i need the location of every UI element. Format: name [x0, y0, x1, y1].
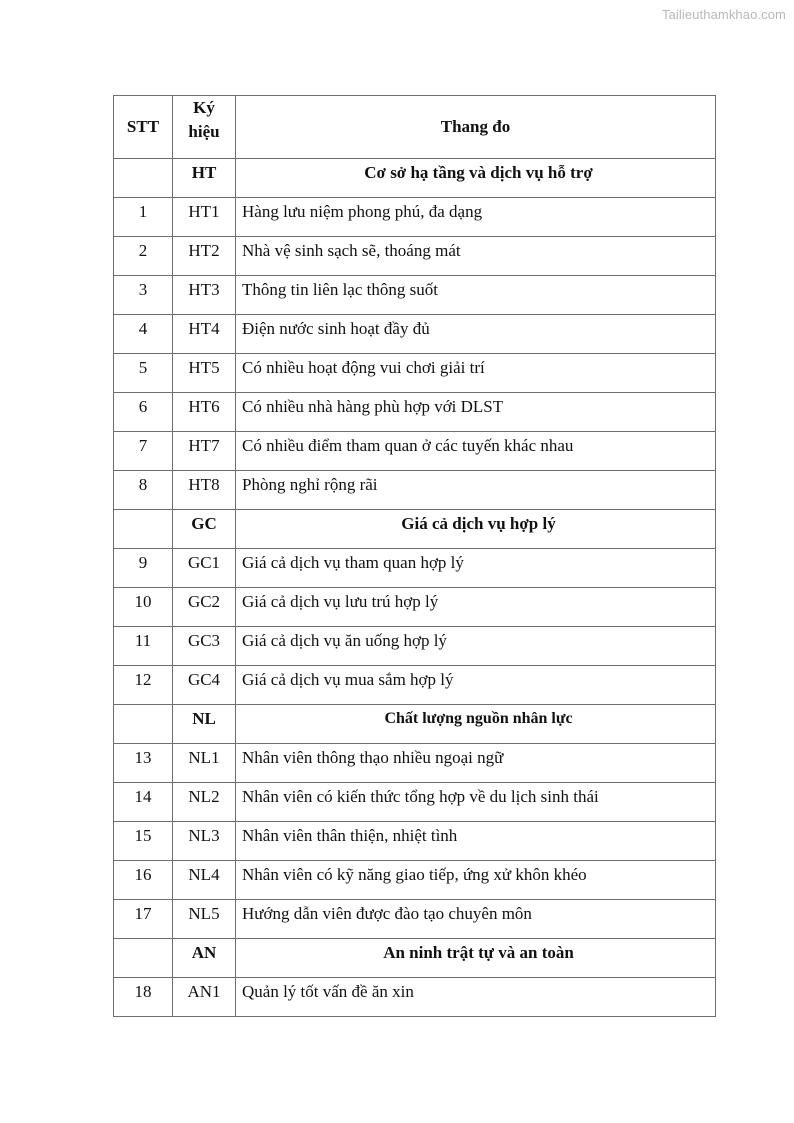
stt-cell-text: 1 [138, 202, 148, 221]
code-cell [173, 666, 236, 705]
stt-cell-text [114, 510, 172, 512]
description-cell-text: Chất lượng nguồn nhân lực [384, 710, 573, 727]
code-cell [173, 900, 236, 939]
description-cell-text: Cơ sở hạ tầng và dịch vụ hỗ trợ [364, 163, 593, 182]
stt-cell-text: 14 [134, 787, 152, 806]
table-row [114, 237, 716, 276]
stt-cell [114, 939, 173, 978]
description-cell [236, 861, 716, 900]
code-cell-text: HT2 [188, 241, 220, 260]
description-cell-text: Thông tin liên lạc thông suốt [242, 280, 438, 299]
code-cell [173, 510, 236, 549]
description-cell-text: Hàng lưu niệm phong phú, đa dạng [242, 202, 483, 221]
code-cell-text: NL [192, 709, 216, 728]
description-cell [236, 549, 716, 588]
code-cell-text: HT6 [188, 397, 220, 416]
code-cell-text: GC [191, 514, 217, 533]
code-cell [173, 822, 236, 861]
code-cell [173, 939, 236, 978]
description-cell-text: Giá cả dịch vụ tham quan hợp lý [242, 553, 464, 572]
header-scale: Thang đo [236, 96, 716, 159]
code-cell [173, 471, 236, 510]
code-cell-text: NL1 [188, 748, 220, 767]
code-cell [173, 159, 236, 198]
table-row [114, 588, 716, 627]
group-header-row [114, 159, 716, 198]
stt-cell-text: 4 [138, 319, 148, 338]
header-code [173, 96, 236, 159]
description-cell-text: Nhân viên thân thiện, nhiệt tình [242, 826, 458, 845]
description-cell [236, 900, 716, 939]
description-cell [236, 822, 716, 861]
table-row [114, 276, 716, 315]
stt-cell-text: 15 [134, 826, 152, 845]
stt-cell [114, 978, 173, 1017]
description-cell [236, 588, 716, 627]
stt-cell [114, 705, 173, 744]
description-cell-text: Có nhiều nhà hàng phù hợp với DLST [242, 397, 504, 416]
description-cell [236, 159, 716, 198]
description-cell [236, 237, 716, 276]
code-cell-text: HT8 [188, 475, 220, 494]
description-cell-text: Nhân viên có kỹ năng giao tiếp, ứng xử khôn khéo [242, 865, 587, 884]
code-cell-text: AN1 [187, 982, 221, 1001]
description-cell-text: Giá cả dịch vụ hợp lý [401, 514, 556, 533]
code-cell-text: GC1 [187, 553, 221, 572]
code-cell [173, 315, 236, 354]
code-cell [173, 861, 236, 900]
description-cell-text: Nhân viên thông thạo nhiều ngoại ngữ [242, 748, 504, 767]
stt-cell-text [114, 705, 172, 707]
stt-cell [114, 354, 173, 393]
group-header-row [114, 510, 716, 549]
table-row [114, 861, 716, 900]
stt-cell [114, 510, 173, 549]
code-cell [173, 783, 236, 822]
description-cell [236, 198, 716, 237]
code-cell [173, 237, 236, 276]
stt-cell-text: 2 [138, 241, 148, 260]
stt-cell-text: 16 [134, 865, 152, 884]
code-cell [173, 276, 236, 315]
description-cell [236, 471, 716, 510]
stt-cell [114, 666, 173, 705]
stt-cell-text: 18 [134, 982, 152, 1001]
table-row [114, 978, 716, 1017]
code-cell-text: GC2 [187, 592, 221, 611]
description-cell [236, 276, 716, 315]
stt-cell-text: 6 [138, 397, 148, 416]
stt-cell-text: 10 [134, 592, 152, 611]
group-header-row [114, 939, 716, 978]
description-cell [236, 627, 716, 666]
stt-cell [114, 783, 173, 822]
code-cell [173, 549, 236, 588]
stt-cell [114, 198, 173, 237]
stt-cell-text: 9 [138, 553, 148, 572]
stt-cell-text [114, 159, 172, 161]
description-cell-text: Có nhiều điểm tham quan ở các tuyến khác nhau [242, 436, 574, 455]
table-row [114, 822, 716, 861]
code-cell-text: HT4 [188, 319, 220, 338]
table-row [114, 393, 716, 432]
description-cell [236, 939, 716, 978]
code-cell [173, 588, 236, 627]
code-cell-text: NL5 [188, 904, 220, 923]
stt-cell [114, 822, 173, 861]
description-cell-text: Quản lý tốt vấn đề ăn xin [242, 982, 414, 1001]
stt-cell-text: 5 [138, 358, 148, 377]
table-header-row [114, 96, 716, 159]
stt-cell [114, 627, 173, 666]
description-cell [236, 354, 716, 393]
code-cell [173, 744, 236, 783]
stt-cell [114, 159, 173, 198]
stt-cell-text: 13 [134, 748, 152, 767]
description-cell [236, 783, 716, 822]
stt-cell [114, 471, 173, 510]
header-stt: STT [114, 96, 173, 159]
code-cell [173, 627, 236, 666]
description-cell [236, 510, 716, 549]
stt-cell [114, 276, 173, 315]
code-cell-text: HT [191, 163, 217, 182]
code-cell [173, 393, 236, 432]
code-cell [173, 432, 236, 471]
table-row [114, 198, 716, 237]
description-cell [236, 666, 716, 705]
table-row [114, 627, 716, 666]
code-cell [173, 978, 236, 1017]
description-cell [236, 315, 716, 354]
stt-cell-text: 17 [134, 904, 152, 923]
description-cell-text: Giá cả dịch vụ ăn uống hợp lý [242, 631, 447, 650]
code-cell-text: NL4 [188, 865, 220, 884]
code-cell-text: HT3 [188, 280, 220, 299]
header-code-line2: hiệu [188, 122, 220, 141]
description-cell-text: Giá cả dịch vụ mua sắm hợp lý [242, 670, 454, 689]
stt-cell [114, 588, 173, 627]
description-cell-text: Nhà vệ sinh sạch sẽ, thoáng mát [242, 241, 461, 260]
watermark: Tailieuthamkhao.com [661, 7, 786, 22]
table-row [114, 471, 716, 510]
stt-cell [114, 861, 173, 900]
code-cell-text: HT7 [188, 436, 220, 455]
stt-cell-text: 11 [134, 631, 152, 650]
code-cell-text: NL2 [188, 787, 220, 806]
table-body [114, 159, 716, 1017]
description-cell-text: Giá cả dịch vụ lưu trú hợp lý [242, 592, 439, 611]
table-row [114, 315, 716, 354]
header-code-line1: Ký [193, 98, 215, 117]
stt-cell-text: 7 [138, 436, 148, 455]
description-cell-text: Hướng dẫn viên được đào tạo chuyên môn [242, 904, 532, 923]
table-row [114, 783, 716, 822]
code-cell-text: HT1 [188, 202, 220, 221]
description-cell-text: Có nhiều hoạt động vui chơi giải trí [242, 358, 485, 377]
code-cell-text: GC4 [187, 670, 221, 689]
table-row [114, 666, 716, 705]
stt-cell [114, 393, 173, 432]
code-cell [173, 198, 236, 237]
code-cell [173, 354, 236, 393]
code-cell-text: HT5 [188, 358, 220, 377]
code-cell-text: GC3 [187, 631, 221, 650]
stt-cell [114, 315, 173, 354]
measurement-scale-table [113, 95, 716, 1017]
group-header-row [114, 705, 716, 744]
table-row [114, 744, 716, 783]
code-cell-text: AN [191, 943, 217, 962]
table-row [114, 432, 716, 471]
description-cell-text: An ninh trật tự và an toàn [383, 943, 574, 962]
description-cell [236, 744, 716, 783]
stt-cell [114, 432, 173, 471]
description-cell-text: Phòng nghỉ rộng rãi [242, 475, 378, 494]
stt-cell-text: 3 [138, 280, 148, 299]
stt-cell [114, 237, 173, 276]
code-cell-text: NL3 [188, 826, 220, 845]
description-cell [236, 705, 716, 744]
stt-cell-text [114, 939, 172, 941]
description-cell-text: Nhân viên có kiến thức tổng hợp về du lịch sinh thái [242, 787, 599, 806]
description-cell-text: Điện nước sinh hoạt đầy đủ [242, 319, 430, 338]
description-cell [236, 432, 716, 471]
table-row [114, 354, 716, 393]
description-cell [236, 978, 716, 1017]
stt-cell-text: 8 [138, 475, 148, 494]
stt-cell-text: 12 [134, 670, 152, 689]
table-row [114, 900, 716, 939]
code-cell [173, 705, 236, 744]
stt-cell [114, 744, 173, 783]
stt-cell [114, 549, 173, 588]
description-cell [236, 393, 716, 432]
table-row [114, 549, 716, 588]
stt-cell [114, 900, 173, 939]
